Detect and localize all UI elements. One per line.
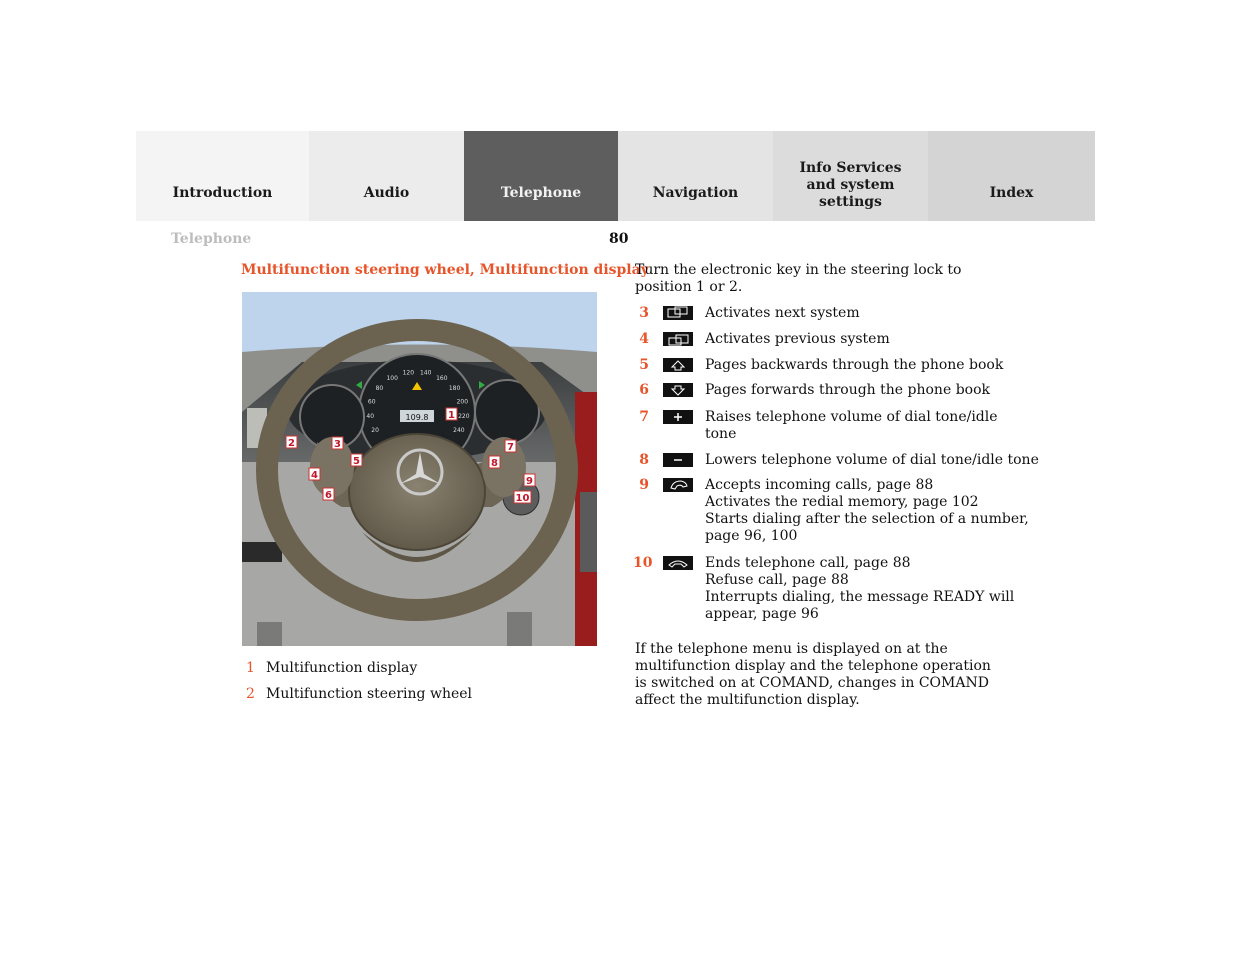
- page-up-icon: [663, 358, 693, 372]
- speed-label: 60: [367, 398, 376, 406]
- function-item-line: Pages backwards through the phone book: [705, 357, 1004, 373]
- svg-text:7: 7: [507, 442, 514, 453]
- callout-6: [323, 488, 334, 501]
- caption-1-number: 1: [246, 660, 255, 676]
- steering-wheel-svg: [242, 292, 597, 646]
- section-label: Telephone: [171, 231, 252, 247]
- callout-3: [332, 437, 343, 450]
- function-item-number: 5: [639, 357, 649, 373]
- function-item-text: [705, 409, 1005, 443]
- function-item-text: [705, 305, 1005, 322]
- center-console-buttons: [580, 492, 597, 572]
- function-item-line: Pages forwards through the phone book: [705, 382, 990, 398]
- svg-text:2: 2: [288, 438, 295, 449]
- next-system-icon: [663, 306, 693, 320]
- caption-1-text: Multifunction display: [266, 660, 418, 676]
- speed-label: 80: [375, 385, 384, 392]
- switch-panel: [242, 542, 282, 562]
- phone-end-icon: [663, 556, 693, 570]
- function-item-text: [705, 382, 1005, 399]
- phone-accept-icon: [663, 478, 693, 492]
- tab-bar: [136, 131, 1095, 221]
- speed-label: 180: [448, 385, 461, 392]
- function-item-line: Accepts incoming calls, page 88: [705, 477, 934, 493]
- pedal-right: [507, 612, 532, 646]
- tab-info-services[interactable]: [773, 131, 928, 221]
- page-number: 80: [609, 231, 629, 247]
- function-item-line: Interrupts dialing, the message READY will: [705, 589, 1015, 605]
- svg-text:1: 1: [448, 410, 455, 421]
- svg-text:4: 4: [311, 470, 318, 481]
- intro-paragraph: Turn the electronic key in the steering lock to position 1 or 2.: [635, 262, 962, 295]
- function-item-number: 10: [633, 555, 653, 571]
- callout-10: [514, 491, 531, 504]
- tab-index[interactable]: Index: [928, 131, 1095, 221]
- tab-audio[interactable]: Audio: [309, 131, 464, 221]
- function-item-number: 3: [639, 305, 649, 321]
- caption-2-text: Multifunction steering wheel: [266, 686, 473, 702]
- callout-9: [524, 474, 535, 487]
- function-item-number: 7: [639, 409, 649, 425]
- caption-2: [246, 686, 472, 702]
- outro-paragraph: If the telephone menu is displayed on at the multifunction display and the telephone operation is switched on at COMAND, changes in COMAND affect the multifunction display.: [635, 641, 991, 708]
- function-item-number: 4: [639, 331, 649, 347]
- function-item-line: Ends telephone call, page 88: [705, 555, 911, 571]
- function-item-line: Refuse call, page 88: [705, 572, 849, 588]
- speed-label: 160: [436, 375, 448, 382]
- odometer-reading: 109.8: [405, 413, 429, 422]
- steering-wheel-illustration: [242, 292, 597, 646]
- tab-introduction[interactable]: Introduction: [136, 131, 309, 221]
- function-item-text: [705, 555, 1015, 623]
- function-item-number: 9: [639, 477, 649, 493]
- speed-label: 20: [371, 427, 379, 435]
- function-item-line: Activates next system: [705, 305, 860, 321]
- callout-2: [286, 436, 297, 449]
- caption-2-number: 2: [246, 686, 255, 702]
- caption-1: [246, 660, 417, 676]
- function-item-line: Activates the redial memory, page 102: [705, 494, 979, 510]
- function-item-line: tone: [705, 426, 737, 442]
- function-item-line: Raises telephone volume of dial tone/idle: [705, 409, 998, 425]
- function-item-line: page 96, 100: [705, 528, 798, 544]
- function-item-text: [705, 452, 1039, 469]
- minus-icon: [663, 453, 693, 467]
- function-item-number: 8: [639, 452, 649, 468]
- pedal-left: [257, 622, 282, 646]
- previous-system-icon: [663, 332, 693, 346]
- svg-text:5: 5: [353, 456, 360, 467]
- function-item-text: [705, 331, 1005, 348]
- tab-telephone[interactable]: Telephone: [464, 131, 618, 221]
- speed-label: 200: [456, 398, 469, 406]
- svg-text:10: 10: [515, 493, 530, 504]
- callout-5: [351, 454, 362, 467]
- svg-text:6: 6: [325, 490, 332, 501]
- function-item-line: Activates previous system: [705, 331, 890, 347]
- speed-label: 120: [402, 369, 415, 377]
- tab-navigation[interactable]: Navigation: [618, 131, 773, 221]
- tab-info-services-label: Info Services and system settings: [799, 160, 902, 210]
- callout-8: [489, 456, 500, 469]
- function-item-text: [705, 357, 1005, 374]
- speed-label: 100: [386, 375, 398, 382]
- page-down-icon: [663, 383, 693, 397]
- speed-label: 240: [453, 427, 465, 435]
- function-item-line: appear, page 96: [705, 606, 819, 622]
- speed-label: 40: [366, 413, 375, 420]
- function-item-number: 6: [639, 382, 649, 398]
- callout-7: [505, 440, 516, 453]
- function-item-line: Starts dialing after the selection of a number,: [705, 511, 1029, 527]
- function-item-text: [705, 477, 1029, 545]
- svg-text:9: 9: [526, 476, 533, 487]
- callout-1: [446, 408, 457, 421]
- plus-icon: [663, 410, 693, 424]
- callout-4: [309, 468, 320, 481]
- svg-text:3: 3: [334, 439, 341, 450]
- svg-text:8: 8: [491, 458, 498, 469]
- page-heading: Multifunction steering wheel, Multifunction display: [241, 262, 649, 278]
- function-item-line: Lowers telephone volume of dial tone/idle tone: [705, 452, 1039, 468]
- speed-label: 140: [419, 369, 432, 377]
- speed-label: 220: [458, 413, 470, 420]
